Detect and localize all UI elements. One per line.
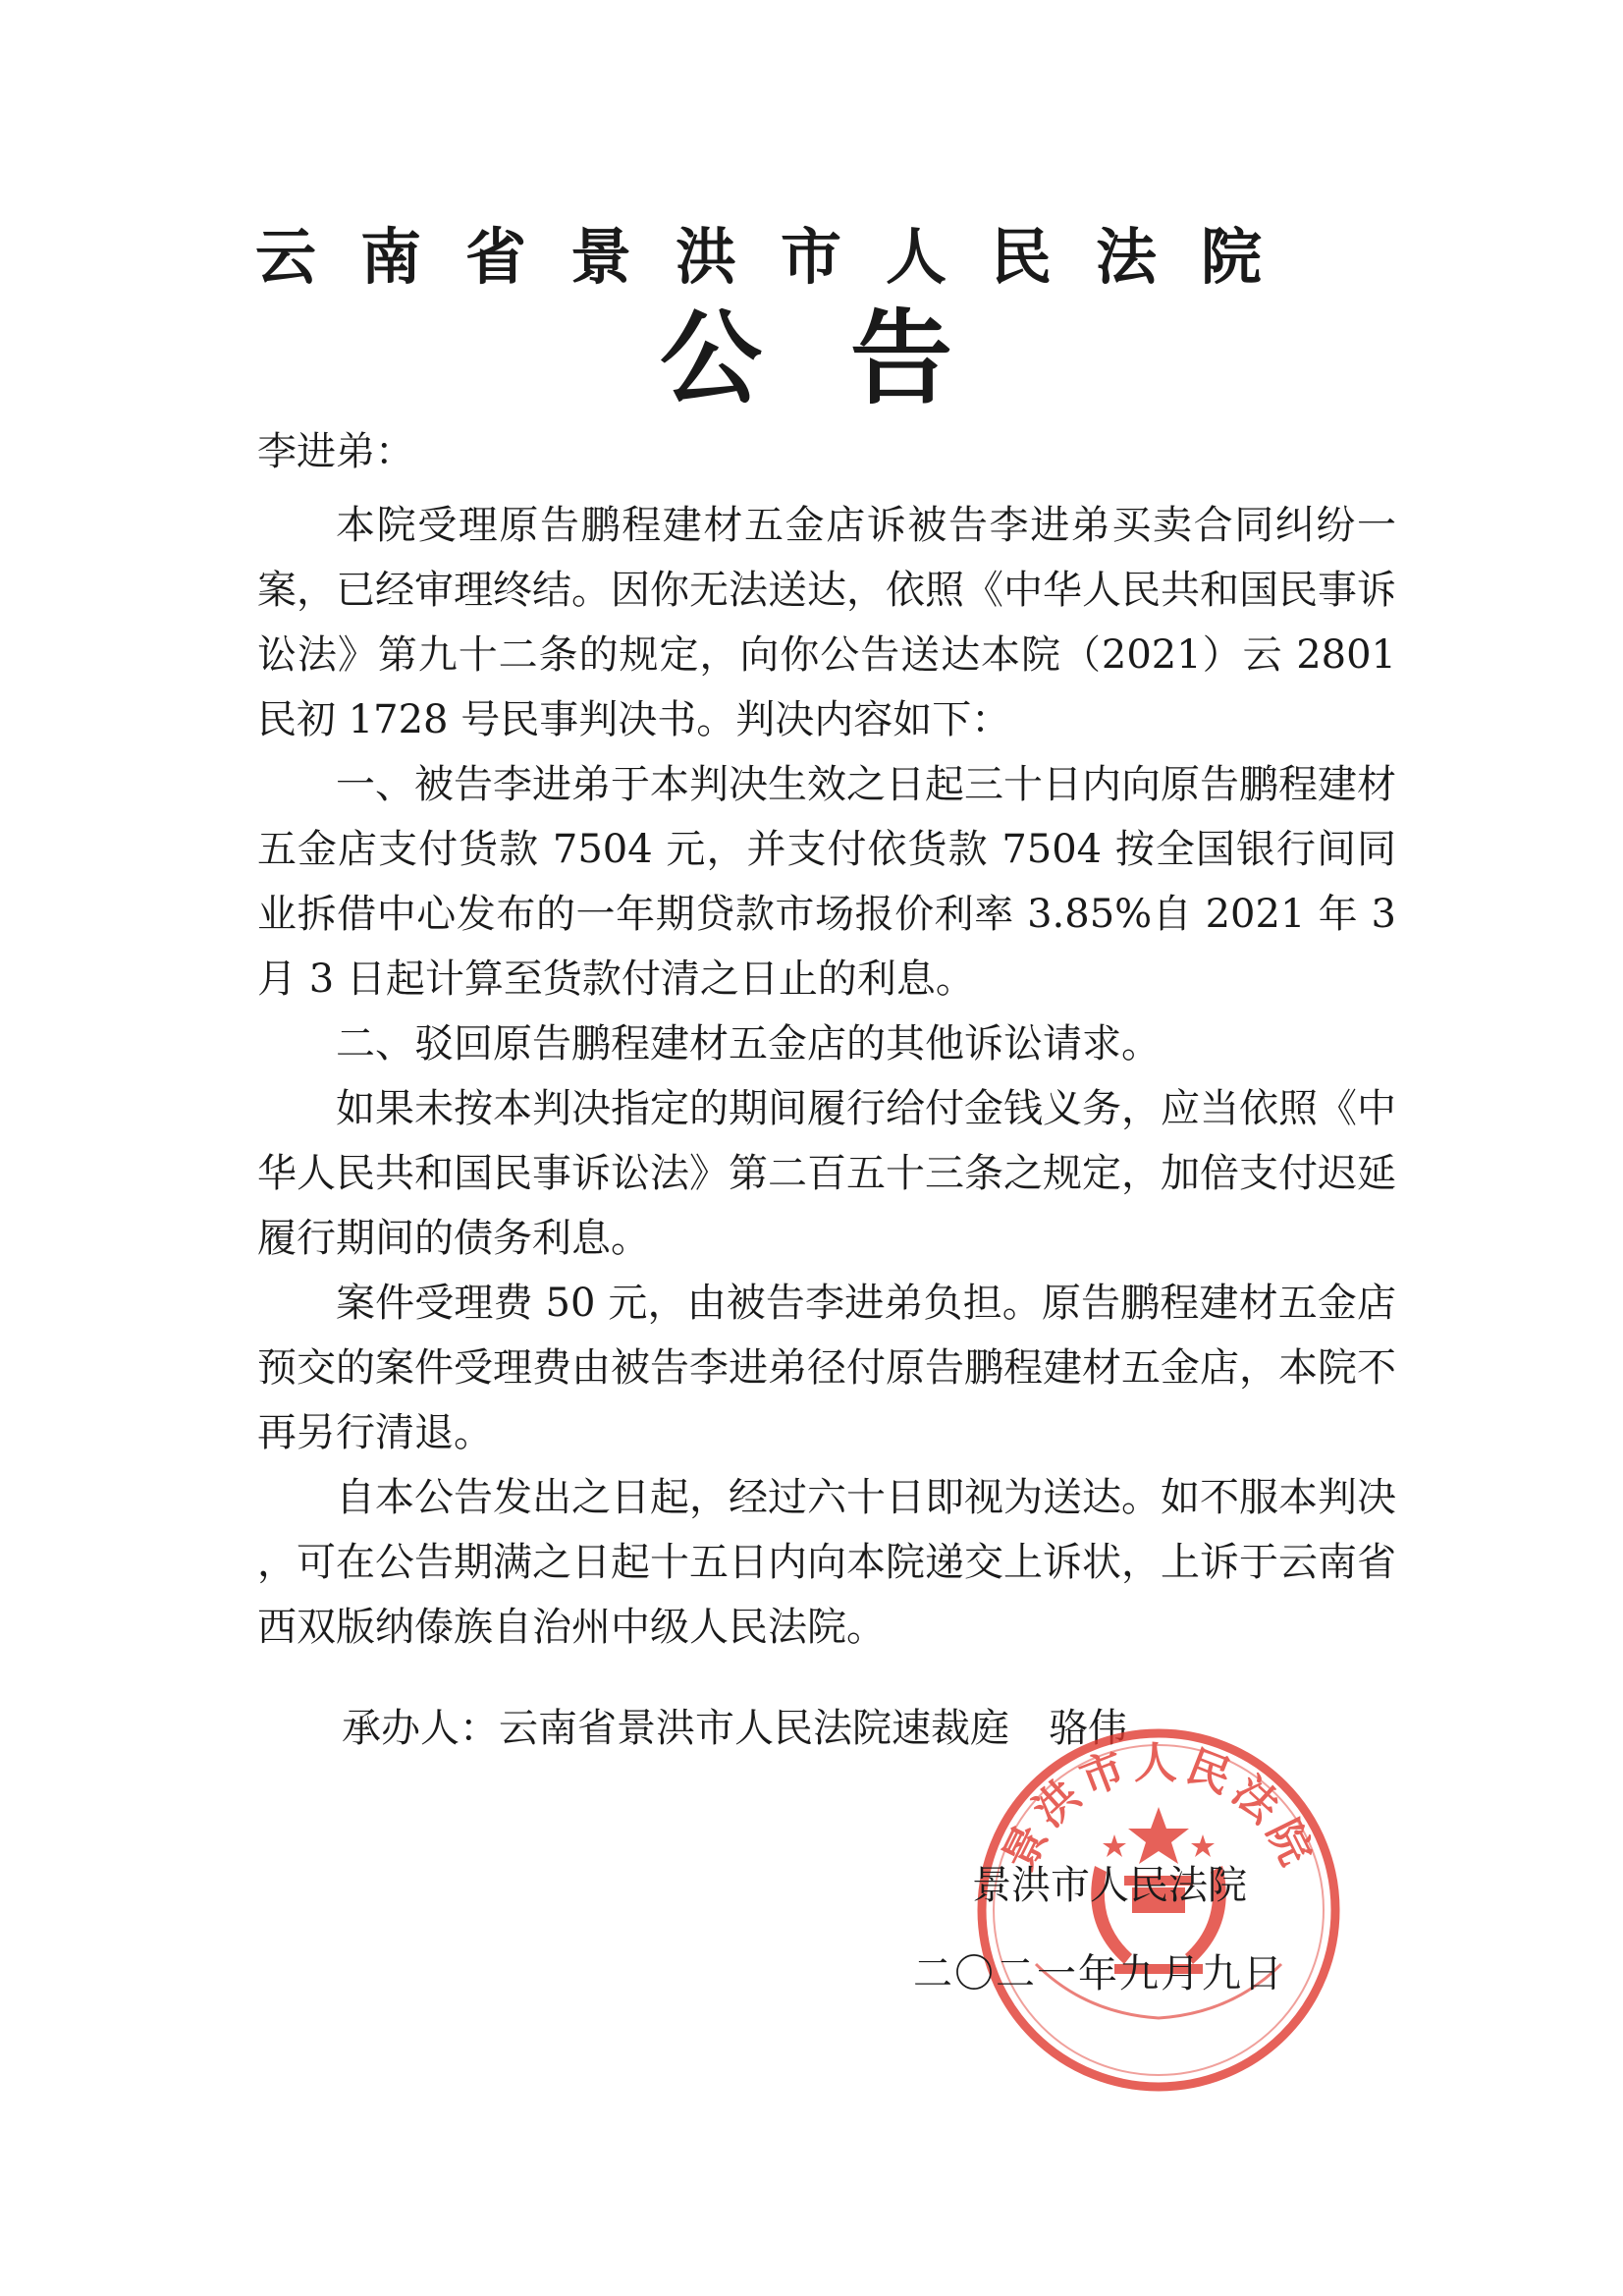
court-name-heading: 云南省景洪市人民法院	[255, 221, 1307, 293]
paragraph-late-payment: 如果未按本判决指定的期间履行给付金钱义务，应当依照《中华人民共和国民事诉讼法》第二百五十三条之规定，加倍支付迟延履行期间的债务利息。	[257, 1086, 1396, 1261]
issuer-court: 景洪市人民法院	[972, 1863, 1247, 1908]
paragraph-case-fee: 案件受理费 50 元，由被告李进弟负担。原告鹏程建材五金店预交的案件受理费由被告李进弟径付原告鹏程建材五金店，本院不再另行清退。	[257, 1281, 1396, 1455]
handler-label: 承办人：云南省景洪市人民法院速裁庭	[342, 1706, 1009, 1751]
paragraph-service-appeal: 自本公告发出之日起，经过六十日即视为送达。如不服本判决 ，可在公告期满之日起十五日内向本院递交上诉状，上诉于云南省西双版纳傣族自治州中级人民法院。	[257, 1475, 1396, 1650]
handler-name: 骆伟	[1049, 1706, 1127, 1751]
notice-title: 公告	[660, 299, 1042, 418]
notice-body	[257, 493, 1396, 1660]
paragraph-judgment-item-1: 一、被告李进弟于本判决生效之日起三十日内向原告鹏程建材五金店支付货款 7504 元，并支付依货款 7504 按全国银行间同业拆借中心发布的一年期贷款市场报价利率 3.85%自 2021 年 3 月 3 日起计算至货款付清之日止的利息。	[257, 762, 1396, 1002]
paragraph-judgment-item-2: 二、驳回原告鹏程建材五金店的其他诉讼请求。	[336, 1021, 1161, 1066]
issue-date: 二〇二一年九月九日	[913, 1951, 1284, 1996]
seal-arc-text: 景洪市人民法院	[994, 1738, 1324, 1879]
paragraph-case-intro: 本院受理原告鹏程建材五金店诉被告李进弟买卖合同纠纷一案，已经审理终结。因你无法送达，依照《中华人民共和国民事诉讼法》第九十二条的规定，向你公告送达本院（2021）云 2801 民初 1728 号民事判决书。判决内容如下：	[257, 503, 1396, 742]
addressee: 李进弟：	[257, 429, 414, 474]
